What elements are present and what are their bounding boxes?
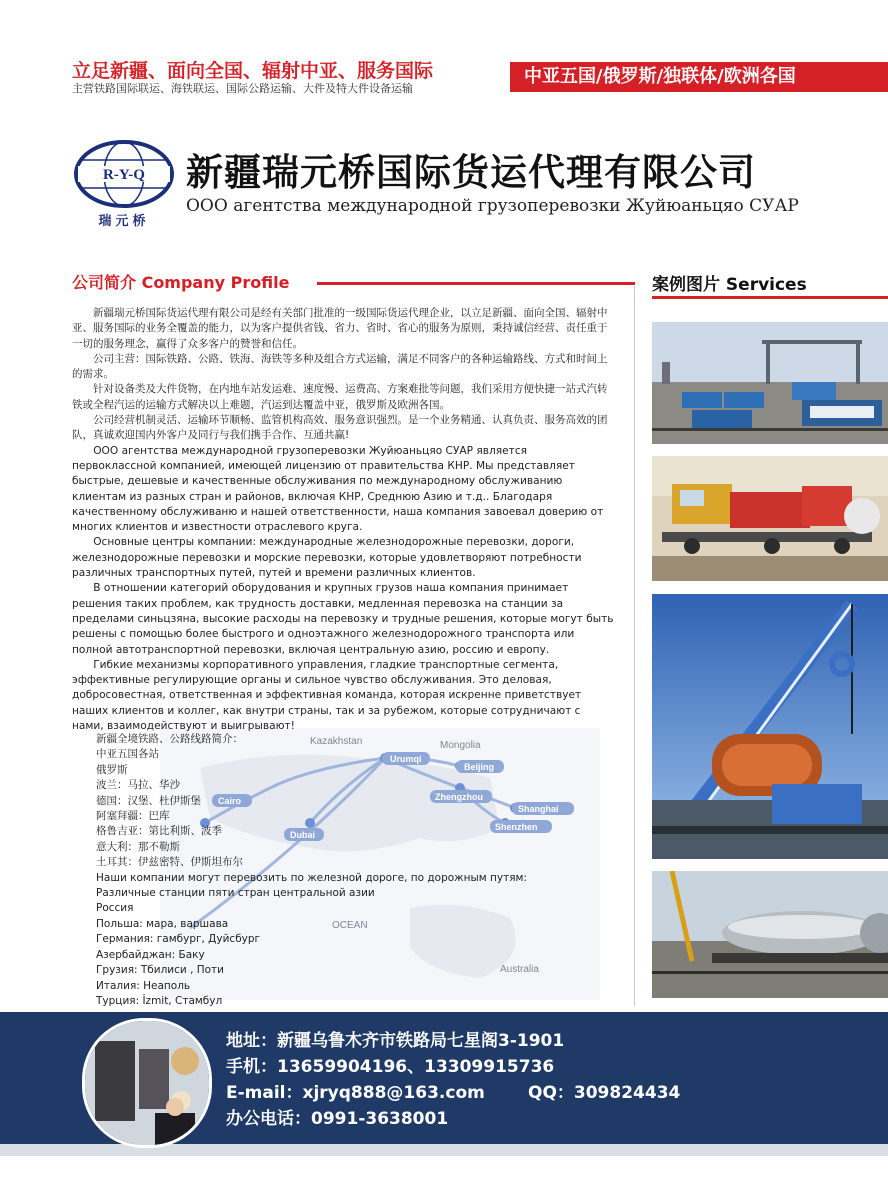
profile-title: 公司简介 Company Profile (72, 273, 290, 292)
photo-crane-lift (652, 594, 888, 859)
route-item: 阿塞拜疆：巴库 (96, 810, 170, 823)
route-item: 中亚五国各站 (96, 748, 159, 761)
map-label-cairo: Cairo (218, 796, 242, 806)
contact-mobile: 手机：13659904196、13309915736 (226, 1057, 555, 1077)
map-label-beijing: Beijing (464, 762, 495, 772)
company-name-ru: ООО агентства международной грузоперевозки Жуйюаньцяо СУАР (186, 196, 799, 216)
route-item-ru: Наши компании могут перевозить по железной дороге, по дорожным путям: (96, 871, 527, 884)
map-label-zhengzhou: Zhengzhou (435, 792, 483, 802)
profile-paragraph-cn: 新疆瑞元桥国际货运代理有限公司是经有关部门批准的一级国际货运代理企业，以立足新疆、面向全国、辐射中亚、服务国际的业务全覆盖的能力，以为客户提供省钱、省力、省时、省心的服务为原则，秉持诚信经营、责任重于一切的服务理念，赢得了众多客户的赞誉和信任。 (72, 307, 608, 350)
contact-email[interactable]: E-mail：xjryq888@163.com (226, 1083, 485, 1103)
route-item-ru: Россия (96, 902, 134, 915)
route-item-ru: Турция: İzmit, Стамбул (96, 994, 223, 1007)
map-label-dubai: Dubai (290, 830, 316, 840)
profile-paragraph-ru: ООО агентства международной грузоперевозки Жуйюаньцяо СУАР является первоклассной компанией, имеющей лицензию от правительства КНР. Мы представляет быстрые, дешевые и качественные обслуживания по международному обслуживанию клиентам из разных стран и районов, включая КНР, Среднюю Азию и т.д.. Благодаря качественному обслуживаню и нашей ответственности, наша компания завоевал доверию от многих клиентов и известности отраслевого круга. (72, 444, 604, 534)
map-label-ocean: OCEAN (332, 920, 368, 931)
map-label-australia: Australia (500, 964, 539, 975)
company-name-cn: 新疆瑞元桥国际货运代理有限公司 (186, 151, 756, 194)
profile-paragraph-ru: Основные центры компании: международные железнодорожные перевозки, дороги, железнодорожные перевозки и морские перевозки, которые удовлетворяют потребности различных транспортных путей, путей и времени различных клиентов. (72, 536, 582, 580)
profile-paragraph-cn: 公司经营机制灵活、运输环节顺畅、监管机构高效、服务意识强烈。是一个业务精通、认真负责、服务高效的团队，真诚欢迎国内外客户及同行与我们携手合作、互通共赢! (72, 414, 608, 442)
subslogan: 主营铁路国际联运、海铁联运、国际公路运输、大件及特大件设备运输 (72, 82, 413, 95)
route-item: 土耳其：伊兹密特、伊斯坦布尔 (96, 856, 243, 869)
column-divider (634, 286, 635, 1006)
contact-qq: QQ：309824434 (528, 1083, 681, 1103)
contact-office-phone: 办公电话：0991-3638001 (226, 1109, 449, 1129)
map-label-shenzhen: Shenzhen (495, 822, 538, 832)
profile-paragraph-ru: Гибкие механизмы корпоративного управления, гладкие транспортные сегмента, эффективные регулирующие органы и сильное чувство обслуживания. Это деловая, добросовестная, ответственная и эффективная команда, которая искренне приветствует наших клиентов и коллег, как внутри страны, так и за рубежом, которые сотрудничают с нами, взаимодействуют и выигрывают! (72, 658, 582, 733)
profile-body (72, 306, 614, 734)
route-item: 格鲁吉亚：第比利斯、波季 (96, 825, 222, 838)
photo-tank-transport (652, 871, 888, 998)
slogan: 立足新疆、面向全国、辐射中亚、服务国际 (72, 60, 434, 82)
map-label-shanghai: Shanghai (518, 804, 559, 814)
logo-letters: R-Y-Q (103, 167, 145, 183)
map-label-kazakhstan: Kazakhstan (310, 736, 363, 747)
contact-address: 地址：新疆乌鲁木齐市铁路局七星阁3-1901 (226, 1031, 565, 1051)
contact-photo-collage (82, 1018, 212, 1148)
profile-paragraph-ru: В отношении категорий оборудования и крупных грузов наша компания принимает решения таких проблем, как трудность доставки, медленная перевозка на станции за пределами синьцзяна, высокие расходы на перевозку и трудные решения, которые могут быть решены с помощью более быстрого и одноэтажного железнодорожного транспорта или полной автотранспортной перевозки, включая центральную азию, россию и европу. (72, 582, 614, 656)
route-item: 波兰：马拉、华沙 (96, 779, 180, 792)
photo-truck-loading (652, 456, 888, 581)
route-item-ru: Германия: гамбург, Дуйсбург (96, 933, 261, 946)
route-item-ru: Грузия: Тбилиси , Поти (96, 964, 224, 977)
region-banner: 中亚五国/俄罗斯/独联体/欧洲各国 (510, 62, 888, 92)
route-item: 新疆全境铁路、公路线路简介： (96, 733, 243, 745)
route-item-ru: Азербайджан: Баку (96, 948, 205, 961)
route-item-ru: Различные станции пяти стран центральной азии (96, 887, 375, 900)
photo-rail-containers (652, 322, 888, 444)
profile-paragraph-cn: 公司主营：国际铁路、公路、铁海、海铁等多种及组合方式运输，满足不同客户的各种运输路线、方式和时间上的需求。 (72, 352, 608, 381)
route-item: 俄罗斯 (96, 763, 128, 776)
route-item: 意大利：那不勒斯 (96, 840, 180, 853)
route-list (96, 732, 616, 1009)
profile-divider (317, 282, 635, 285)
route-item-ru: Польша: мара, варшава (96, 917, 229, 930)
map-label-urumqi: Urumqi (390, 754, 422, 764)
route-item-ru: Италия: Неаполь (96, 979, 191, 992)
map-label-mongolia: Mongolia (440, 740, 481, 751)
services-title: 案例图片 Services (652, 275, 807, 295)
services-divider (652, 296, 888, 299)
profile-paragraph-cn: 针对设备类及大件货物，在内地车站发运难、速度慢、运费高、方案难批等问题，我们采用方便快捷一站式汽转铁或全程汽运的运输方式解决以上难题，汽运到达覆盖中亚，俄罗斯及欧洲各国。 (72, 383, 608, 411)
route-item: 德国：汉堡、杜伊斯堡 (96, 794, 201, 807)
logo-text: 瑞元桥 (98, 214, 150, 229)
